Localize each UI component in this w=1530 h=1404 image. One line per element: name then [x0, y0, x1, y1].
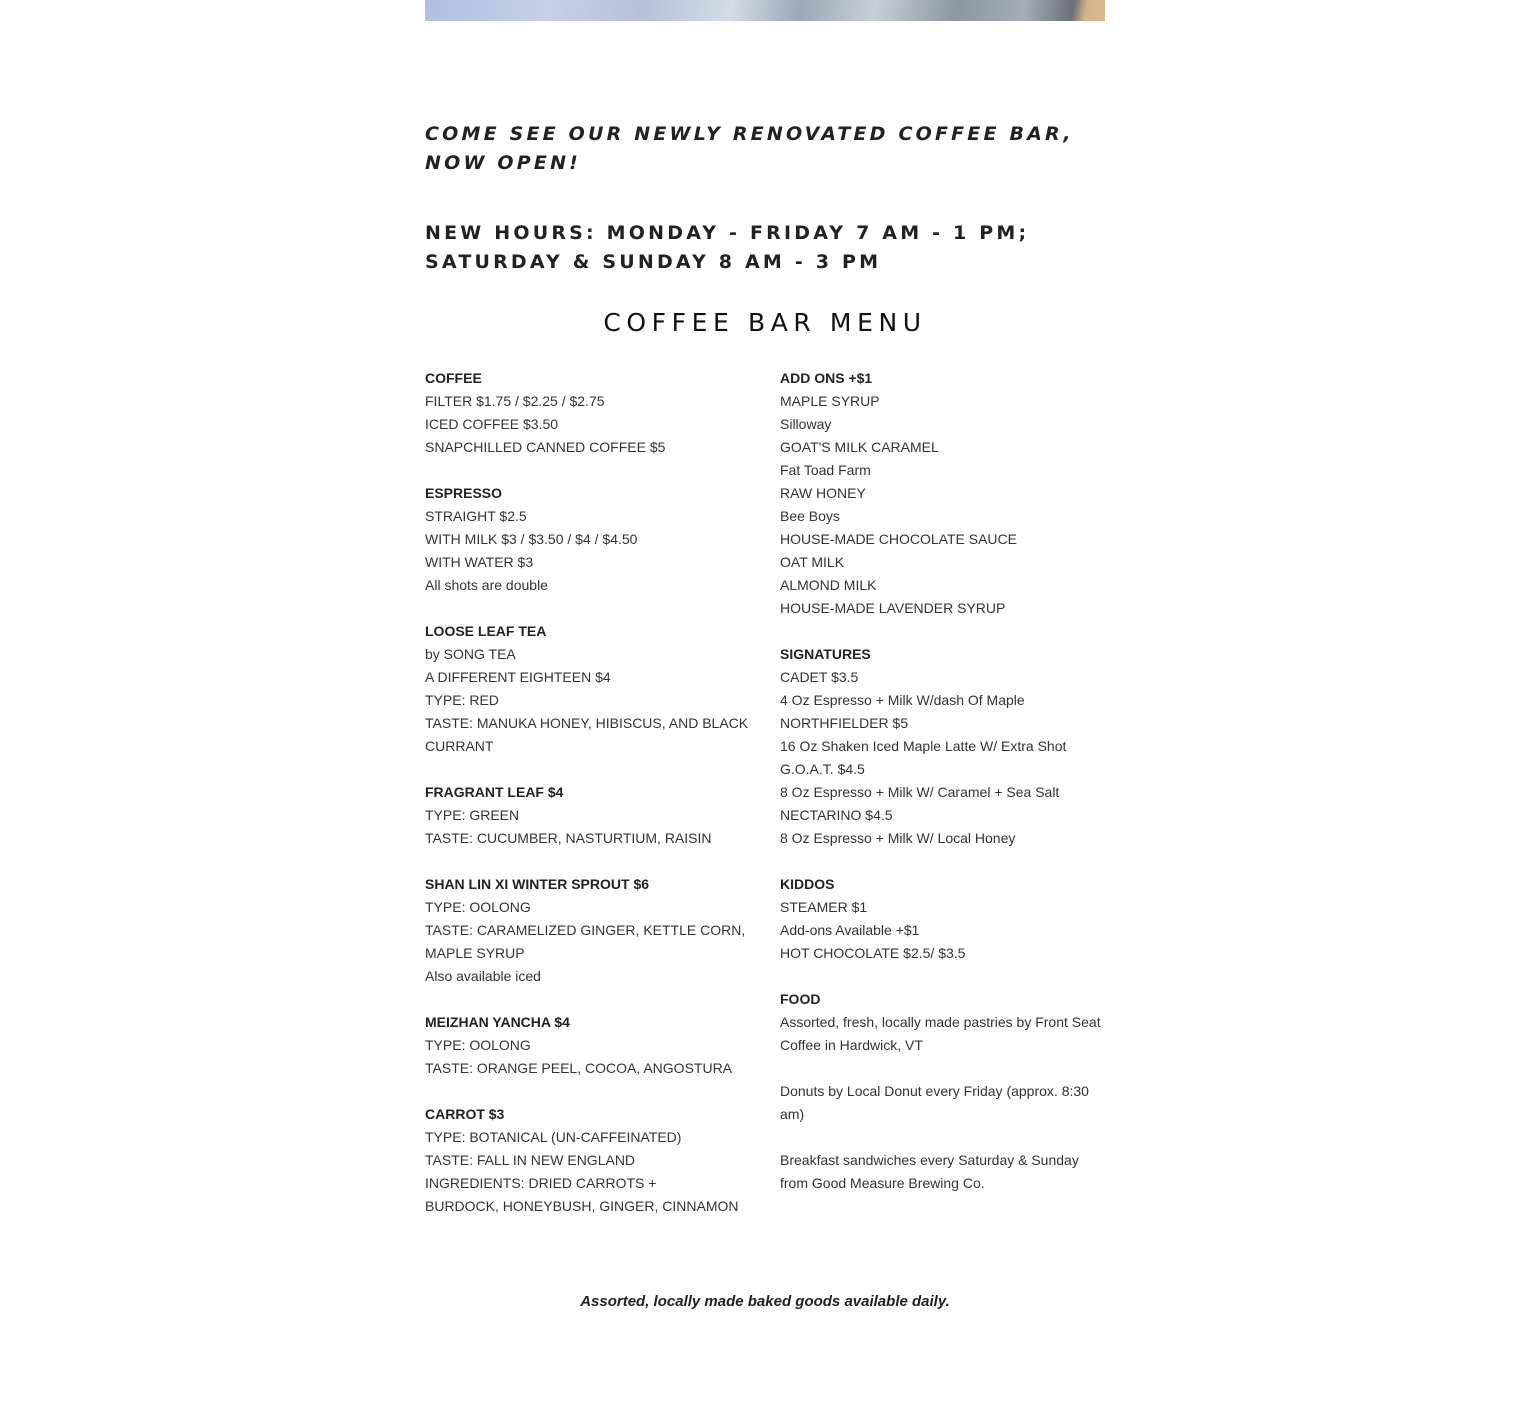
menu-item: OAT MILK	[780, 554, 845, 570]
baked-goods-tagline: Assorted, locally made baked goods available daily.	[580, 1293, 950, 1310]
menu-note: Add-ons Available +$1	[780, 922, 920, 938]
menu-item: WITH WATER $3	[425, 554, 534, 570]
menu-item-description: 8 Oz Espresso + Milk W/ Local Honey	[780, 830, 1016, 846]
section-heading: COFFEE	[425, 370, 482, 386]
menu-section-add-ons	[780, 367, 1110, 620]
menu-item: TASTE: CARAMELIZED GINGER, KETTLE CORN, MAPLE SYRUP	[425, 922, 746, 961]
menu-item: TASTE: FALL IN NEW ENGLAND	[425, 1152, 636, 1168]
menu-item: INGREDIENTS: DRIED CARROTS +	[425, 1175, 657, 1191]
menu-section-fragrant-leaf	[425, 781, 755, 850]
menu-title: COFFEE BAR MENU	[603, 308, 927, 337]
menu-item: STRAIGHT $2.5	[425, 508, 527, 524]
menu-note: by SONG TEA	[425, 646, 516, 662]
menu-item: G.O.A.T. $4.5	[780, 761, 865, 777]
food-donuts: Donuts by Local Donut every Friday (approx. 8:30 am)	[780, 1083, 1089, 1122]
menu-item: TYPE: RED	[425, 692, 499, 708]
menu-item: HOUSE-MADE CHOCOLATE SAUCE	[780, 531, 1017, 547]
hours-weekday: NEW HOURS: MONDAY - FRIDAY 7 AM - 1 PM;	[425, 222, 1030, 244]
menu-note: All shots are double	[425, 577, 548, 593]
hero-image	[425, 0, 1105, 21]
menu-item: CADET $3.5	[780, 669, 859, 685]
menu-item: ICED COFFEE $3.50	[425, 416, 559, 432]
menu-item-source: Bee Boys	[780, 508, 840, 524]
hours-heading	[425, 219, 1115, 277]
menu-section-loose-leaf-tea	[425, 620, 755, 758]
menu-item: HOUSE-MADE LAVENDER SYRUP	[780, 600, 1006, 616]
menu-item: NORTHFIELDER $5	[780, 715, 909, 731]
menu-section-food	[780, 988, 1110, 1057]
section-heading: KIDDOS	[780, 876, 835, 892]
menu-item: WITH MILK $3 / $3.50 / $4 / $4.50	[425, 531, 638, 547]
menu-right-column	[780, 367, 1110, 1218]
menu-item: ALMOND MILK	[780, 577, 877, 593]
menu-item: A DIFFERENT EIGHTEEN $4	[425, 669, 611, 685]
menu-section-coffee	[425, 367, 755, 459]
menu-item: TYPE: OOLONG	[425, 899, 531, 915]
menu-item: TYPE: GREEN	[425, 807, 520, 823]
menu-item: STEAMER $1	[780, 899, 868, 915]
menu-item: FILTER $1.75 / $2.25 / $2.75	[425, 393, 605, 409]
menu-item: BURDOCK, HONEYBUSH, GINGER, CINNAMON	[425, 1198, 739, 1214]
food-breakfast-sandwiches: Breakfast sandwiches every Saturday & Sunday from Good Measure Brewing Co.	[780, 1152, 1079, 1191]
section-heading: ESPRESSO	[425, 485, 503, 501]
menu-left-column	[425, 367, 755, 1241]
announcement-heading: COME SEE OUR NEWLY RENOVATED COFFEE BAR, NOW OPEN!	[425, 123, 1074, 174]
menu-item: SNAPCHILLED CANNED COFFEE $5	[425, 439, 666, 455]
menu-item-description: 16 Oz Shaken Iced Maple Latte W/ Extra Shot	[780, 738, 1067, 754]
section-heading: SHAN LIN XI WINTER SPROUT $6	[425, 876, 650, 892]
menu-section-signatures	[780, 643, 1110, 850]
menu-note: Also available iced	[425, 968, 541, 984]
hours-weekend: SATURDAY & SUNDAY 8 AM - 3 PM	[425, 251, 882, 273]
section-heading: CARROT $3	[425, 1106, 505, 1122]
menu-section-shan-lin-xi	[425, 873, 755, 988]
section-heading: ADD ONS +$1	[780, 370, 873, 386]
menu-item-source: Fat Toad Farm	[780, 462, 871, 478]
menu-item: HOT CHOCOLATE $2.5/ $3.5	[780, 945, 966, 961]
menu-section-kiddos	[780, 873, 1110, 965]
menu-item: MAPLE SYRUP	[780, 393, 880, 409]
section-heading: LOOSE LEAF TEA	[425, 623, 547, 639]
menu-section-espresso	[425, 482, 755, 597]
menu-item-description: 8 Oz Espresso + Milk W/ Caramel + Sea Salt	[780, 784, 1060, 800]
menu-item-description: 4 Oz Espresso + Milk W/dash Of Maple	[780, 692, 1025, 708]
menu-item: TYPE: BOTANICAL (UN-CAFFEINATED)	[425, 1129, 682, 1145]
menu-item: TASTE: ORANGE PEEL, COCOA, ANGOSTURA	[425, 1060, 733, 1076]
menu-item: NECTARINO $4.5	[780, 807, 893, 823]
section-heading: FRAGRANT LEAF $4	[425, 784, 564, 800]
menu-item: GOAT'S MILK CARAMEL	[780, 439, 939, 455]
menu-item-source: Silloway	[780, 416, 832, 432]
food-pastries: Assorted, fresh, locally made pastries by Front Seat Coffee in Hardwick, VT	[780, 1014, 1101, 1053]
menu-item: TASTE: MANUKA HONEY, HIBISCUS, AND BLACK CURRANT	[425, 715, 749, 754]
section-heading: FOOD	[780, 991, 821, 1007]
menu-item: TYPE: OOLONG	[425, 1037, 531, 1053]
menu-item: RAW HONEY	[780, 485, 866, 501]
section-heading: MEIZHAN YANCHA $4	[425, 1014, 570, 1030]
food-breakfast-block	[780, 1149, 1110, 1195]
food-donuts-block	[780, 1080, 1110, 1126]
section-heading: SIGNATURES	[780, 646, 871, 662]
menu-section-meizhan-yancha	[425, 1011, 755, 1080]
menu-item: TASTE: CUCUMBER, NASTURTIUM, RAISIN	[425, 830, 712, 846]
menu-section-carrot	[425, 1103, 755, 1218]
